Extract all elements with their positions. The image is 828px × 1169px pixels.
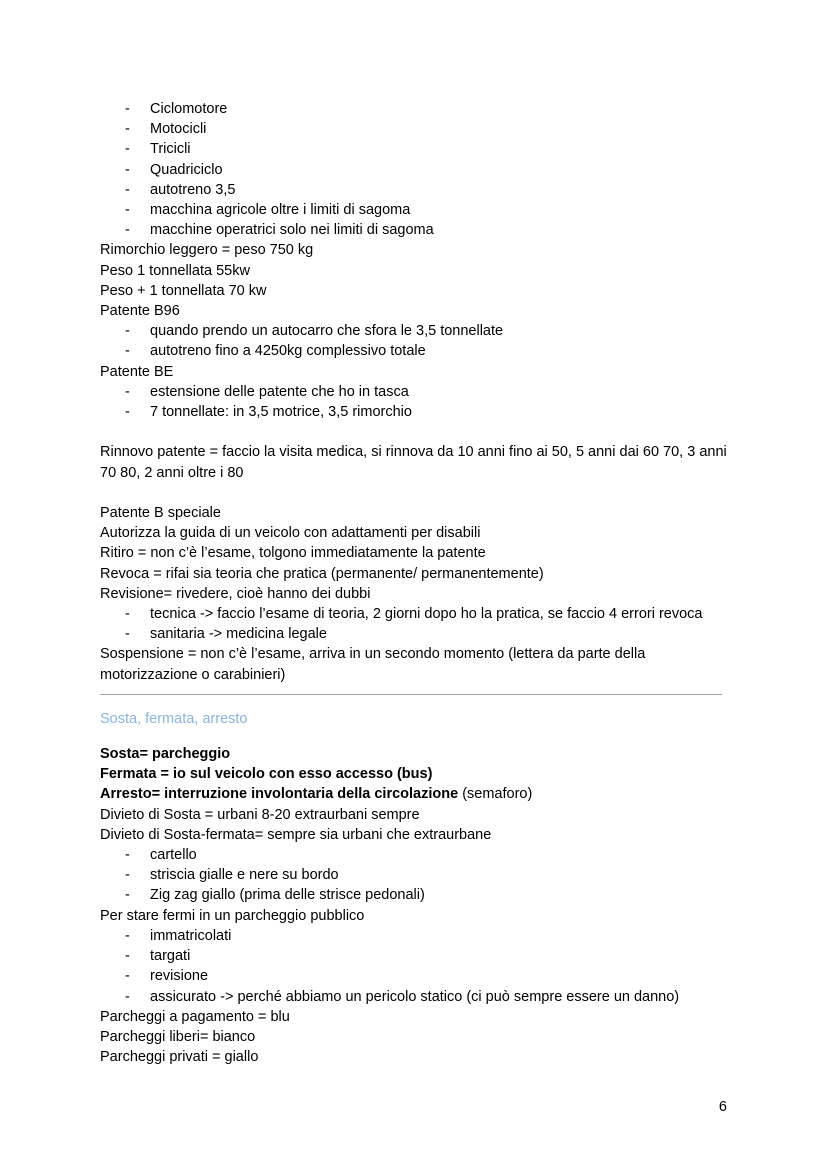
list-item — [100, 845, 730, 865]
list-item — [100, 926, 730, 946]
horizontal-rule — [100, 694, 722, 695]
dash-bullet: - — [125, 343, 130, 360]
divieto-list — [100, 845, 730, 906]
dash-bullet: - — [125, 141, 130, 158]
dash-bullet: - — [125, 988, 130, 1005]
dash-bullet: - — [125, 161, 130, 178]
rinnovo-paragraph: Rinnovo patente = faccio la visita medica, si rinnova da 10 anni fino ai 50, 5 anni dai 60 70, 3 anni 70 80, 2 anni oltre i 80 — [100, 444, 727, 481]
list-item-text: Ciclomotore — [150, 101, 228, 117]
list-item-text: 7 tonnellate: in 3,5 motrice, 3,5 rimorchio — [150, 404, 412, 421]
parcheggi-privati-line: Parcheggi privati = giallo — [100, 1049, 259, 1066]
revoca-line: Revoca = rifai sia teoria che pratica (permanente/ permanentemente) — [100, 565, 544, 582]
peso2-line: Peso + 1 tonnellata 70 kw — [100, 282, 267, 299]
page-content — [100, 99, 730, 1067]
list-item-text: autotreno fino a 4250kg complessivo totale — [150, 343, 426, 360]
parcheggi-liberi-line: Parcheggi liberi= bianco — [100, 1028, 256, 1045]
revisione-line: Revisione= rivedere, cioè hanno dei dubbi — [100, 585, 371, 602]
b-speciale-title: Patente B speciale — [100, 505, 221, 522]
list-item-text: striscia gialle e nere su bordo — [150, 867, 339, 884]
dash-bullet: - — [125, 121, 130, 138]
list-item-text: Motocicli — [150, 121, 207, 138]
list-item — [100, 382, 730, 402]
list-item-text: Quadriciclo — [150, 161, 223, 178]
b96-title: Patente B96 — [100, 303, 180, 320]
dash-bullet: - — [125, 222, 130, 239]
list-item-text: autotreno 3,5 — [150, 181, 236, 198]
list-item — [100, 987, 730, 1007]
autorizza-line: Autorizza la guida di un veicolo con adattamenti per disabili — [100, 525, 481, 542]
page-number: 6 — [718, 1099, 727, 1115]
ritiro-line: Ritiro = non c’è l’esame, tolgono immediatamente la patente — [100, 545, 486, 562]
rimorchio-line: Rimorchio leggero = peso 750 kg — [100, 242, 314, 259]
divieto-sosta-fermata-line: Divieto di Sosta-fermata= sempre sia urbani che extraurbane — [100, 826, 492, 843]
list-item-text: targati — [150, 948, 191, 965]
b96-list — [100, 321, 730, 361]
dash-bullet: - — [125, 606, 130, 623]
list-item — [100, 966, 730, 986]
dash-bullet: - — [125, 323, 130, 340]
dash-bullet: - — [125, 847, 130, 864]
dash-bullet: - — [125, 383, 130, 400]
dash-bullet: - — [125, 101, 130, 117]
list-item — [100, 200, 730, 220]
dash-bullet: - — [125, 968, 130, 985]
dash-bullet: - — [125, 404, 130, 421]
list-item-text: immatricolati — [150, 927, 232, 944]
list-item — [100, 139, 730, 159]
arresto-rest-text: (semaforo) — [458, 786, 533, 803]
be-title: Patente BE — [100, 363, 174, 380]
fermata-line: Fermata = io sul veicolo con esso accesso (bus) — [100, 766, 433, 783]
list-item-text: revisione — [150, 968, 209, 985]
list-item — [100, 402, 730, 422]
list-item — [100, 946, 730, 966]
list-item-text: assicurato -> perché abbiamo un pericolo statico (ci può sempre essere un danno) — [150, 988, 680, 1005]
dash-bullet: - — [125, 202, 130, 219]
list-item — [100, 865, 730, 885]
spacer — [100, 483, 730, 503]
list-item — [100, 341, 730, 361]
revisione-list — [100, 604, 730, 644]
dash-bullet: - — [125, 181, 130, 198]
list-item — [100, 180, 730, 200]
dash-bullet: - — [125, 867, 130, 884]
sosta-line: Sosta= parcheggio — [100, 746, 231, 763]
list-item-text: cartello — [150, 847, 197, 864]
list-item-text: sanitaria -> medicina legale — [150, 626, 327, 643]
list-item — [100, 321, 730, 341]
list-item — [100, 885, 730, 905]
dash-bullet: - — [125, 927, 130, 944]
dash-bullet: - — [125, 626, 130, 643]
list-item — [100, 119, 730, 139]
list-item — [100, 99, 730, 119]
list-item — [100, 624, 730, 644]
parcheggi-pagamento-line: Parcheggi a pagamento = blu — [100, 1008, 290, 1025]
section-heading: Sosta, fermata, arresto — [100, 711, 248, 728]
be-list — [100, 382, 730, 422]
spacer — [100, 422, 730, 442]
list-item-text: macchine operatrici solo nei limiti di sagoma — [150, 222, 434, 239]
list-item-text: macchina agricole oltre i limiti di sagoma — [150, 202, 411, 219]
per-stare-list — [100, 926, 730, 1007]
peso1-line: Peso 1 tonnellata 55kw — [100, 262, 250, 279]
divieto-sosta-line: Divieto di Sosta = urbani 8-20 extraurbani sempre — [100, 806, 420, 823]
list-item — [100, 160, 730, 180]
vehicle-list — [100, 99, 730, 240]
arresto-line — [100, 784, 730, 804]
list-item-text: Zig zag giallo (prima delle strisce pedonali) — [150, 887, 425, 904]
list-item-text: estensione delle patente che ho in tasca — [150, 383, 409, 400]
list-item — [100, 604, 730, 624]
sospensione-paragraph: Sospensione = non c’è l’esame, arriva in un secondo momento (lettera da parte della motorizzazione o carabinieri) — [100, 646, 646, 683]
arresto-bold-text: Arresto= interruzione involontaria della circolazione — [100, 786, 459, 803]
list-item-text: quando prendo un autocarro che sfora le 3,5 tonnellate — [150, 323, 504, 340]
list-item-text: tecnica -> faccio l’esame di teoria, 2 giorni dopo ho la pratica, se faccio 4 errori revoca — [150, 606, 703, 623]
list-item-text: Tricicli — [150, 141, 191, 158]
dash-bullet: - — [125, 948, 130, 965]
dash-bullet: - — [125, 887, 130, 904]
list-item — [100, 220, 730, 240]
per-stare-line: Per stare fermi in un parcheggio pubblico — [100, 907, 365, 924]
